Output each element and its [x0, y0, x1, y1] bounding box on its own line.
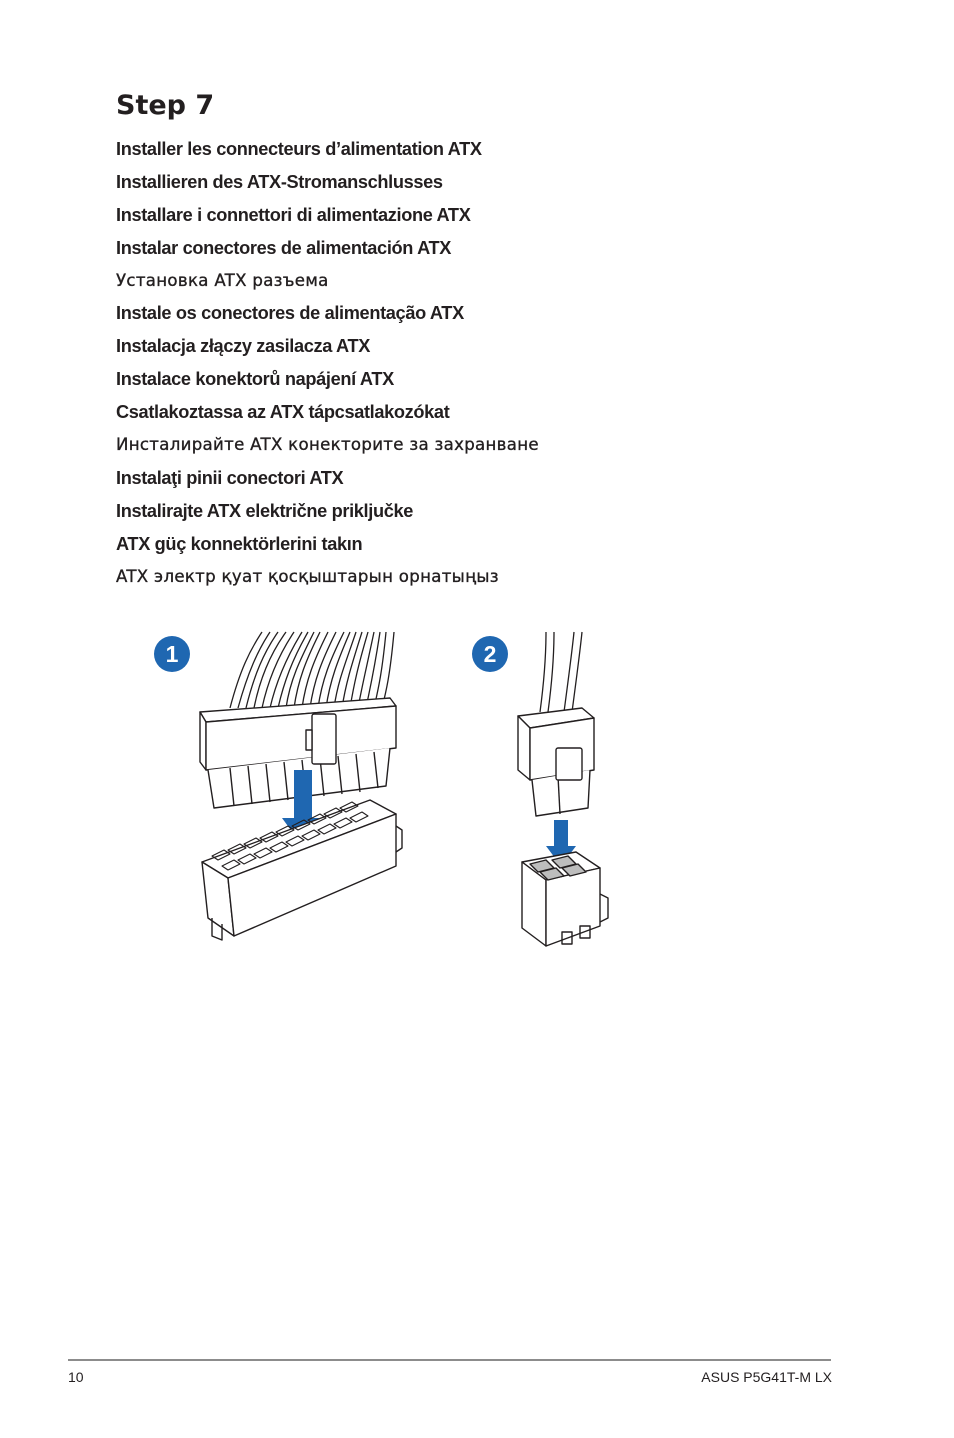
instruction-line: Instale os conectores de alimentação ATX: [116, 303, 464, 324]
4-pin-atx12v-connector-icon: [510, 632, 610, 950]
instruction-line: Instalirajte ATX električne priključke: [116, 500, 414, 521]
board-socket-icon: [202, 800, 402, 940]
instruction-line: Установка ATX разъема: [116, 270, 329, 290]
step-badge-1: 1: [154, 636, 190, 672]
page-title: Step 7: [116, 90, 215, 121]
step-badge-2: 2: [472, 636, 508, 672]
instruction-line: Csatlakoztassa az ATX tápcsatlakozókat: [116, 402, 450, 423]
instruction-line: Instalaţi pinii conectori ATX: [116, 467, 344, 488]
instruction-list: [116, 136, 539, 596]
cable-bundle-icon: [230, 632, 394, 708]
24-pin-atx-connector-icon: [190, 630, 405, 945]
instruction-line: Instalacja złączy zasilacza ATX: [116, 336, 371, 357]
product-name: ASUS P5G41T-M LX: [701, 1369, 832, 1385]
instruction-line: Инсталирайте ATX конекторите за захранване: [116, 435, 539, 455]
instruction-line: Installare i connettori di alimentazione ATX: [116, 204, 471, 225]
cable-pair-icon: [540, 632, 582, 712]
instruction-line: Installieren des ATX-Stromanschlusses: [116, 171, 443, 192]
instruction-line: ATX электр қуат қосқыштарын орнатыңыз: [116, 566, 499, 586]
4-pin-plug-icon: [518, 708, 594, 816]
instruction-line: ATX güç konnektörlerini takın: [116, 533, 363, 554]
instruction-line: Installer les connecteurs d’alimentation ATX: [116, 139, 482, 159]
4-pin-socket-icon: [522, 852, 608, 946]
footer-rule: [68, 1359, 831, 1361]
instruction-line: Instalar conectores de alimentación ATX: [116, 237, 452, 258]
page-number: 10: [68, 1369, 84, 1385]
instruction-line: Instalace konektorů napájení ATX: [116, 369, 394, 390]
